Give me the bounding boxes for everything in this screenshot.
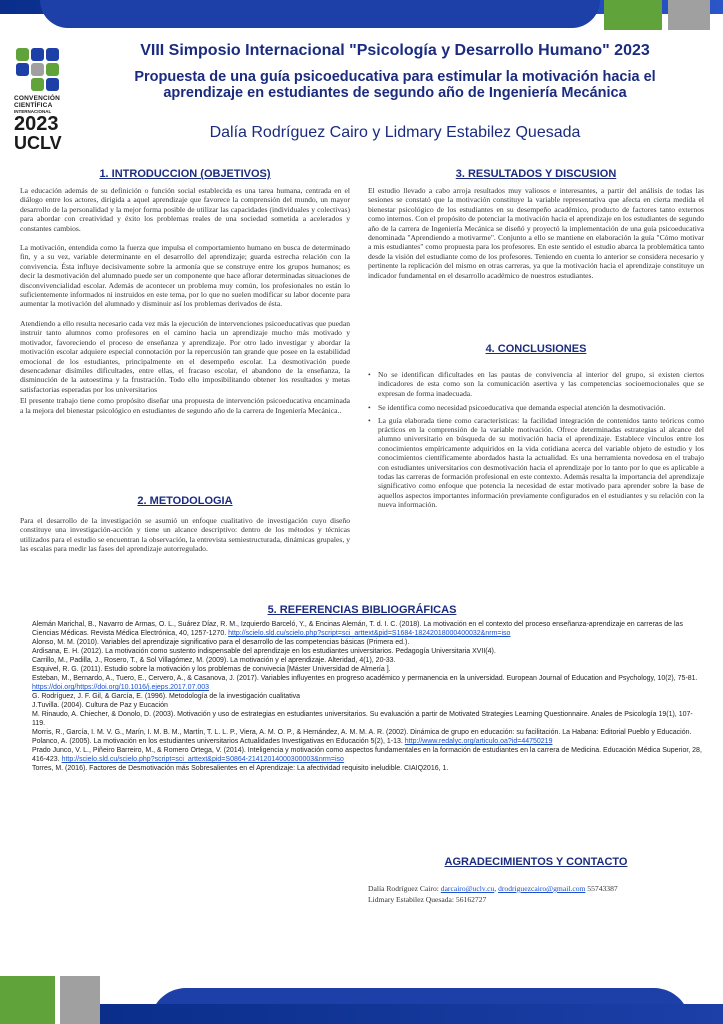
reference-link[interactable]: http://scielo.sld.cu/scielo.php?script=sci_arttext&pid=S1684-18242018000400032&nrm=iso [228, 630, 511, 637]
conclusions-section [368, 370, 704, 510]
reference-item [32, 737, 704, 746]
contact-email[interactable]: darcairo@uclv.cu [440, 884, 495, 893]
conclusion-item: • No se identifican dificultades en las pautas de convivencia al interior del grupo, si existen ciertos indicadores de esta como son la comunicación asertiva y las competencias socioemocionales que se expresan de forma inadecuada. [368, 370, 704, 398]
reference-text: Morris, R., García, I. M. V. G., Marín, I. M. B. M., Martín, T. L. L. P., Viera, A. M. O. P., & Hernández, A. M. M. A. R. (2002). Dinámica de grupo en educación: su facilitación. La Habana: Editorial Pueblo y Educación. [32, 729, 692, 736]
reference-item [32, 728, 704, 737]
contact-name: Dalía Rodríguez Cairo: [368, 884, 441, 893]
logo-line3: INTERNACIONAL [14, 109, 52, 114]
conclusion-item: • La guía elaborada tiene como características: la facilidad integración de contenidos tanto teóricos como prácticos en la comprensión de la variable motivación. Ofrece determinadas estrategias al alcance del alumno universitario en búsqueda de su motivación hacia el aprendizaje. Establece vínculos entre los conocimientos empíricamente adquiridos en la vida cotidiana acerca del variable objeto de estudio y los conocimientos científicamente abordados hasta la actualidad. Es una herramienta novedosa en el trabajo con estudiantes universitarios con desmotivación hacia el aprendizaje por lo tanto por lo que es aplicable a todas las carreras de formación profesional en este contexto. Además resalta la importancia del aprendizaje significativo como enfoque que potencia la necesidad de estar motivado para aprender sobre la base de aquellos aspectos importantes información previamente configurados en el estudiantes y su relación con la nueva información. [368, 416, 704, 510]
reference-text: Esteban, M., Bernardo, A., Tuero, E., Cervero, A., & Casanova, J. (2017). Variables influyentes en progreso académico y permanencia en la universidad. European Journal of Education and Psychology, 10(2), 75-81. [32, 675, 698, 682]
acknowledgments-heading: AGRADECIMIENTOS Y CONTACTO [444, 856, 628, 868]
paper-title-line2: aprendizaje en estudiantes de segundo año de Ingeniería Mecánica [163, 85, 627, 101]
intro-section [20, 186, 350, 415]
reference-text: Torres, M. (2016). Factores de Desmotivación más Sobresalientes en el Aprendizaje: La afectividad requisito ineludible. CIAIQ2016, 1. [32, 765, 449, 772]
reference-item [32, 620, 704, 638]
logo-line1: CONVENCIÓN [14, 95, 61, 102]
top-grey-tab [668, 0, 710, 30]
reference-item [32, 656, 704, 665]
paper-title [100, 69, 690, 101]
reference-item [32, 647, 704, 656]
logo-square [46, 78, 59, 91]
reference-text: Alonso, M. M. (2010). Variables del aprendizaje significativo para el desarrollo de las competencias básicas (Primera ed.). [32, 639, 410, 646]
reference-item [32, 746, 704, 764]
logo-square [31, 78, 44, 91]
reference-text: J.Tuvilla. (2004). Cultura de Paz y Eucación [32, 702, 168, 709]
reference-item [32, 665, 704, 674]
reference-text: Carrillo, M., Padilla, J., Rosero, T., & Sol Villagómez, M. (2009). La motivación y el aprendizaje. Alteridad, 4(1), 20-33. [32, 657, 396, 664]
results-heading: 3. RESULTADOS Y DISCUSION [455, 168, 617, 180]
logo-square [31, 63, 44, 76]
logo-year: 2023 [14, 113, 59, 135]
reference-text: Alemán Marichal, B., Navarro de Armas, O. L., Suárez Díaz, R. M., Izquierdo Barceló, Y., & Encinas Alemán, T. d. I. C. (2018). La motivación en el contexto del proceso enseñanza-aprendizaje en carreras de las Ciencias Médicas. Revista Médica Electrónica, 40, 1257-1270. [32, 621, 683, 637]
reference-text: G. Rodríguez, J. F. Gil, & García, E. (1996). Metodología de la investigación cualitativa [32, 693, 301, 700]
bottom-grey-tab [60, 976, 100, 1024]
reference-text: M. Rinaudo, A. Chiecher, & Donolo, D. (2003). Motivación y uso de estrategias en estudiantes universitarios. Su evaluación a partir de Motivated Strategies Learning Questionnaire. Anales de Psicología 19(1), 107-119. [32, 711, 693, 727]
bottom-band [100, 1004, 723, 1024]
convention-logo [14, 44, 70, 152]
reference-item [32, 692, 704, 701]
contact-line [368, 883, 704, 894]
logo-square [46, 63, 59, 76]
contact-phone: 55743387 [585, 884, 618, 893]
top-green-tab [604, 0, 662, 30]
reference-link[interactable]: http://www.redalyc.org/articulo.oa?id=44750219 [404, 738, 553, 745]
logo-square [16, 63, 29, 76]
reference-item [32, 710, 704, 728]
results-paragraph: El estudio llevado a cabo arroja resultados muy valiosos e interesantes, a partir del análisis de todas las sesiones se constató que la motivación constituye la variable representativa que afecta en cierta medida el bienestar psicológico de los estudiantes en su desempeño académico, producto de factores tanto externos como internos. Con el propósito de potenciar la motivación hacia el aprendizaje en los estudiantes de segundo año de la carrera de Ingeniería Mecánica se diseñó y proyectó la implementación de una guía psicoeducativa denominada "Aprendiendo a motivarme". Conjunto a ello se mantiene en elaboración la guía "Cómo motivar a mis estudiantes" como propuesta para los profesores. En este sentido el estudio abarca la problemática tanto desde la visión del estudiante como de los profesores. Teniendo en cuenta lo anterior se considera necesario y pertinente la replicación del mismo en otras carreras, ya que la motivación hacia el aprendizaje constituye un indicador fundamental en el desarrollo académico de nuestros estudiantes. [368, 186, 704, 280]
method-section [20, 516, 350, 554]
results-section [368, 186, 704, 280]
contact-email[interactable]: drodriguezcairo@gmail.com [498, 884, 586, 893]
logo-square [31, 48, 44, 61]
paper-title-line1: Propuesta de una guía psicoeducativa para estimular la motivación hacia el [134, 69, 656, 85]
authors: Dalía Rodríguez Cairo y Lidmary Estabilez Quesada [209, 124, 581, 141]
intro-heading: 1. INTRODUCCION (OBJETIVOS) [99, 168, 271, 180]
reference-text: Prado Junco, V. L., Piñeiro Barreiro, M., & Romero Ortega, V. (2014). Inteligencia y motivación como aspectos fundamentales en la formación de estudiantes en la carrera de Medicina. Educación Médica Superior, 28, 416-423. [32, 747, 702, 763]
reference-link[interactable]: http://scielo.sld.cu/scielo.php?script=sci_arttext&pid=S0864-21412014000300003&nrm=iso [61, 756, 344, 763]
reference-item [32, 764, 704, 773]
logo-line2: CIENTÍFICA [14, 102, 53, 109]
logo-square [16, 48, 29, 61]
contact-block [368, 883, 704, 905]
reference-text: Ardisana, E. H. (2012). La motivación como sustento indispensable del aprendizaje en los estudiantes universitarios. Pedagogía Universitaria XVII(4). [32, 648, 496, 655]
reference-text: Polanco, A. (2005). La motivación en los estudiantes universitarios Actualidades Investigativas en Educación 5(2), 1-13. [32, 738, 405, 745]
logo-square [46, 48, 59, 61]
contact-line: Lidmary Estabilez Quesada: 56162727 [368, 895, 487, 904]
contact-separator: , [494, 884, 499, 893]
event-title: VIII Simposio Internacional "Psicología y Desarrollo Humano" 2023 [140, 42, 650, 59]
intro-paragraph: La motivación, entendida como la fuerza que impulsa el comportamiento humano en busca de determinado fin, y a su vez, variable determinante en el desarrollo del aprendizaje; guarda estrecha relación con la convivencia. Ésta influye decisivamente sobre la armonía que se construye entre los grupos humanos; es decir la desmotivación del alumnado puede ser un componente que hace aflorar determinadas situaciones de disconvivencialidad escolar. Además de acontecer un problema muy común, los profesionales no están lo suficientemente informados ni instruidos en este tema, por lo que no suelen modificar su labor docente para aumentar la motivación del alumnado y disminuir así los problemas derivados de ésta. [20, 243, 350, 309]
reference-link[interactable]: https://doi.org/https://doi.org/10.1016/j.ejeps.2017.07.003 [32, 684, 210, 691]
conclusions-heading: 4. CONCLUSIONES [485, 343, 587, 355]
intro-paragraph: Atendiendo a ello resulta necesario cada vez más la ejecución de intervenciones psicoeducativas que puedan instruir tanto alumnos como profesores en el camino hacia un aprendizaje mucho más motivado y motivador, favoreciendo el proceso de enseñanza y aprendizaje. Por otro lado investigar y abordar la motivación escolar adquiere especial connotación por la repercusión tan grande que posee en la estabilidad emocional de los estudiantes, principalmente en el desempeño escolar. La desmotivación puede desencadenar disímiles dificultades, entre ellas, el fracaso escolar, el abandono de la enseñanza, la disminución de la autoestima y la frustración. Todo ello imposibilitando obtener los resultados y metas satisfactorias esperadas por los universitarios [20, 318, 350, 394]
reference-text: Esquivel, R. G. (2011). Estudio sobre la motivación y los problemas de convivecia [Máster Universidad de Almería ]. [32, 666, 391, 673]
method-heading: 2. METODOLOGIA [137, 495, 233, 507]
intro-paragraph: El presente trabajo tiene como propósito diseñar una propuesta de intervención psicoeducativa encaminada a la mejora del bienestar psicológico en estudiantes de segundo año de la carrera de Ingeniería Mecánica.. [20, 396, 350, 415]
method-paragraph: Para el desarrollo de la investigación se asumió un enfoque cualitativo de investigación cuyo diseño constituye una investigación-acción y tiene un alcance descriptivo: dentro de los métodos y técnicas utilizados para el estudio se encuentran la observación, la entrevista semiestructurada, dinámicas grupales, y las escalas para medir las fases del aprendizaje autorregulado. [20, 516, 350, 554]
intro-paragraph: La educación además de su definición o función social establecida es una tarea humana, centrada en el diálogo entre los actores, dirigida a aquel aprendizaje que favorece la comprensión del mundo, un mayor desarrollo de la personalidad y la mejor forma posible de utilizar las capacidades (individuales y colectivas) para abordar con creatividad y éxito los problemas reales de una sociedad sometida a acelerados y constantes cambios. [20, 186, 350, 233]
reference-item [32, 701, 704, 710]
conclusions-list [368, 370, 704, 510]
bottom-green-tab [0, 976, 55, 1024]
reference-item [32, 674, 704, 692]
top-band-curve [40, 0, 600, 28]
references-heading: 5. REFERENCIAS BIBLIOGRÁFICAS [267, 604, 457, 616]
references-list [32, 620, 704, 773]
logo-org: UCLV [14, 133, 62, 153]
conclusion-item: • Se identifica como necesidad psicoeducativa que demanda especial atención la desmotivación. [368, 403, 704, 412]
reference-item [32, 638, 704, 647]
